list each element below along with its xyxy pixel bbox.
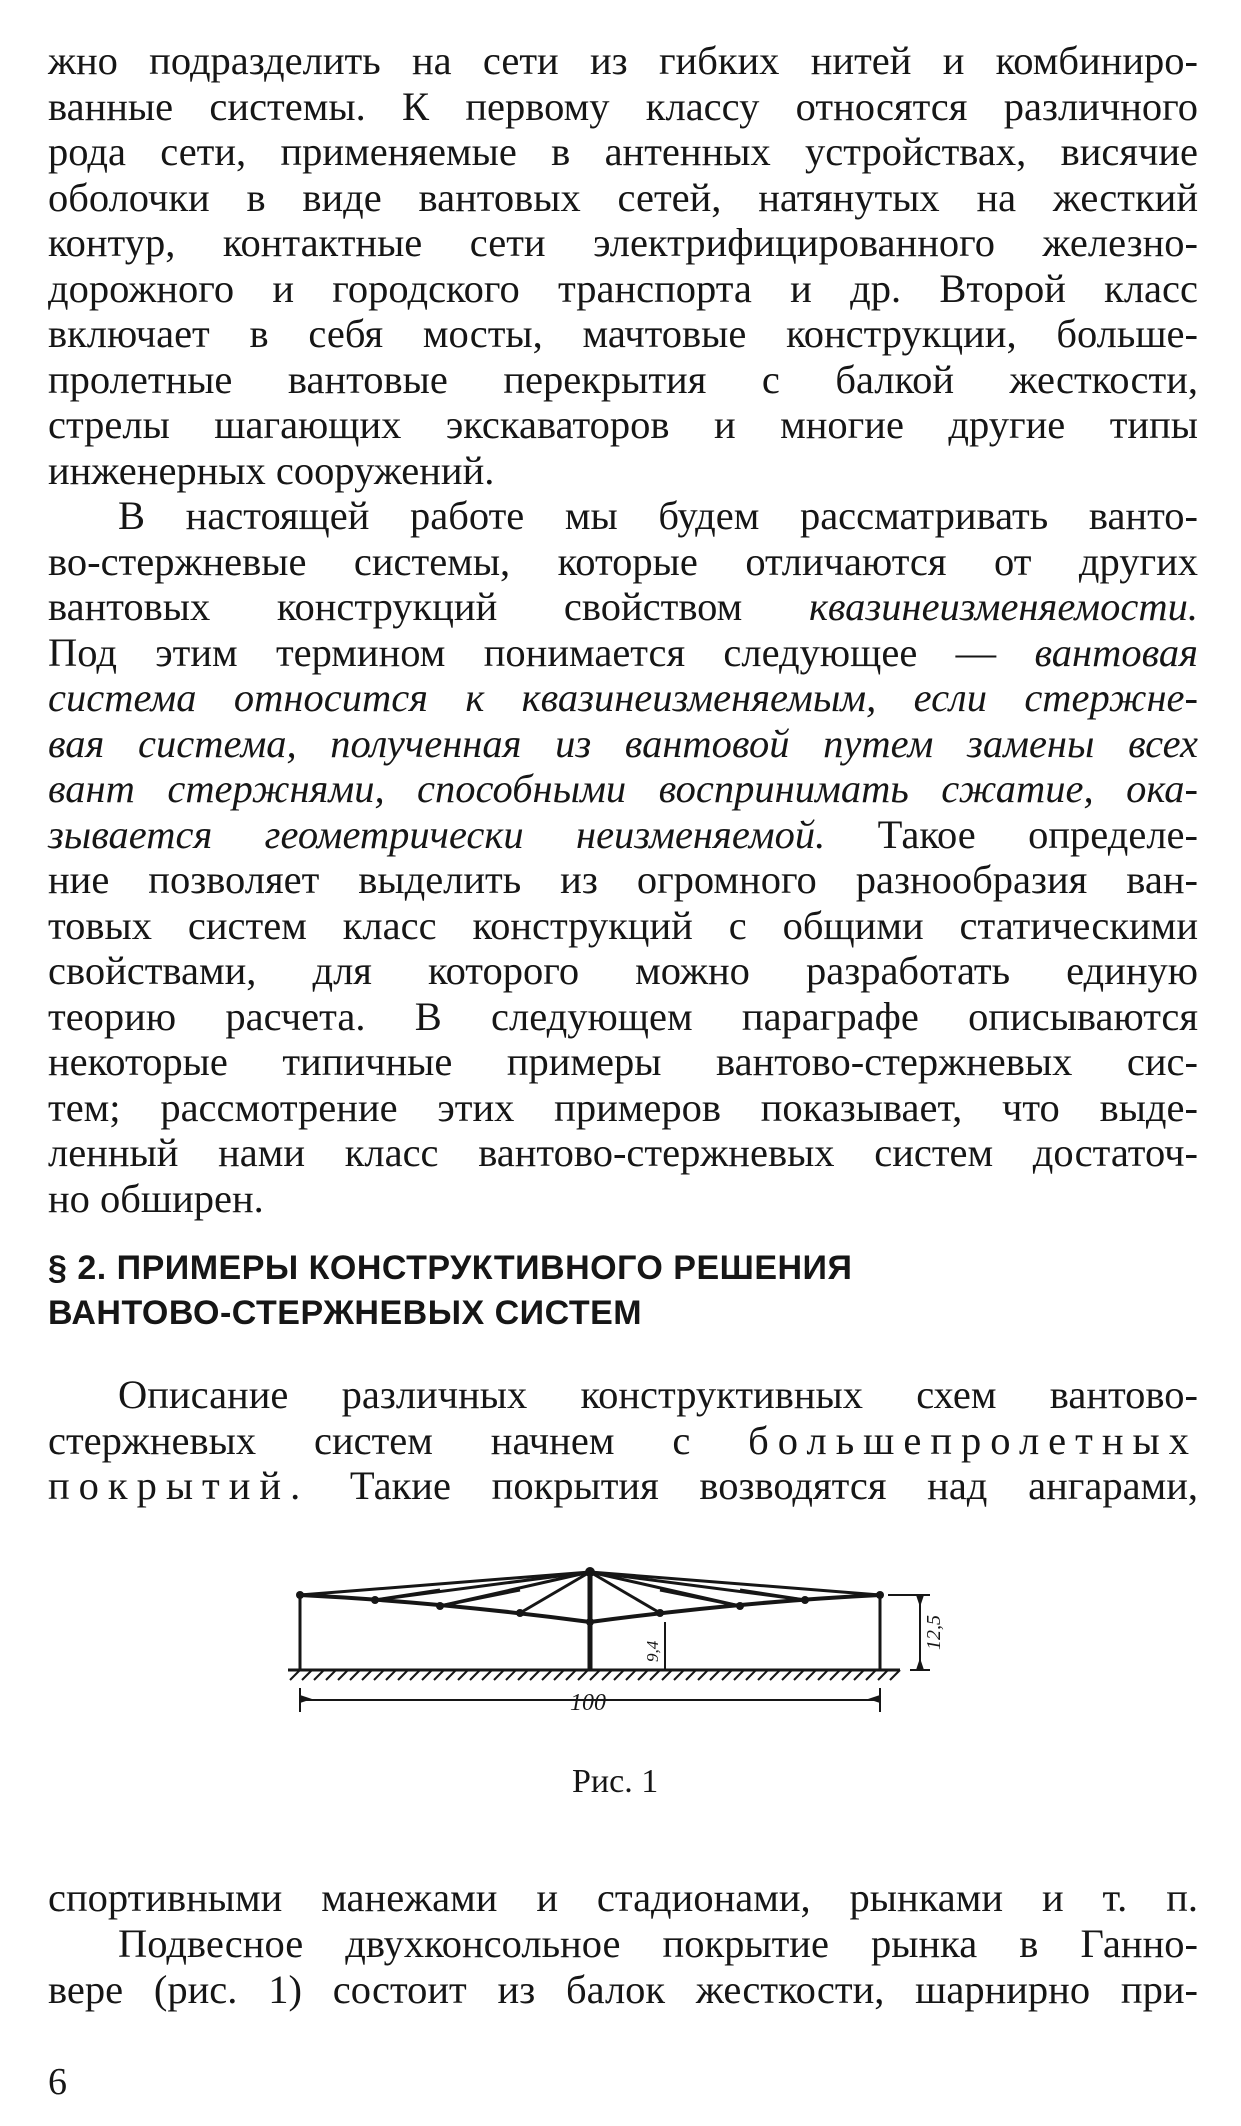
joint <box>436 1602 444 1610</box>
paragraph-5 <box>48 1921 1198 2012</box>
text-run: вантовых конструкций свойством <box>48 584 809 629</box>
text-line <box>48 1463 1198 1509</box>
text-line: во-стержневые системы, которые отличаются от других <box>48 538 1198 584</box>
arrow-head <box>300 1695 312 1703</box>
spaced-term: покрытий. <box>48 1463 310 1508</box>
text-line: Подвесное двухконсольное покрытие рынка в Ганно- <box>118 1921 1198 1966</box>
text-line <box>48 721 1198 767</box>
text-line: некоторые типичные примеры вантово-стержневых сис- <box>48 1039 1198 1084</box>
text-line: жно подразделить на сети из гибких нитей и комбиниро- <box>48 38 1198 83</box>
text-line: стрелы шагающих экскаваторов и многие другие типы <box>48 402 1198 447</box>
paragraph-1 <box>48 38 1198 493</box>
section-heading-line: § 2. ПРИМЕРЫ КОНСТРУКТИВНОГО РЕШЕНИЯ <box>48 1249 853 1287</box>
text-run: стержневых систем начнем с <box>48 1417 749 1463</box>
arrow-head <box>916 1658 924 1670</box>
text-line: Описание различных конструктивных схем вантово- <box>118 1372 1198 1417</box>
joint <box>516 1609 524 1617</box>
joint <box>586 1618 594 1626</box>
text-run: Такое определе- <box>825 811 1198 857</box>
text-line <box>48 812 1198 858</box>
spaced-term: большепролетных <box>748 1417 1198 1463</box>
text-line <box>48 675 1198 721</box>
figure-structure-diagram <box>280 1550 960 1730</box>
text-line: свойствами, для которого можно разработать единую <box>48 948 1198 993</box>
text-line: рода сети, применяемые в антенных устройствах, висячие <box>48 129 1198 174</box>
joint <box>296 1591 304 1599</box>
text-run: Такие покрытия возводятся над ангарами, <box>309 1463 1198 1508</box>
paragraph-3 <box>48 1372 1198 1509</box>
text-line: ленный нами класс вантово-стержневых систем достаточ- <box>48 1130 1198 1175</box>
text-line: но обширен. <box>48 1175 264 1221</box>
arrow-head <box>916 1595 924 1607</box>
span-dimension-label: 100 <box>570 1690 606 1716</box>
arrow-head <box>868 1695 880 1703</box>
section-heading-line: ВАНТОВО-СТЕРЖНЕВЫХ СИСТЕМ <box>48 1294 643 1332</box>
joint <box>801 1596 809 1604</box>
joint <box>656 1609 664 1617</box>
height-dimension-label: 12,5 <box>923 1615 945 1650</box>
text-line: тем; рассмотрение этих примеров показывает, что выде- <box>48 1084 1198 1130</box>
strut <box>440 1590 520 1606</box>
paragraph-2 <box>48 493 1198 1221</box>
text-line <box>48 1418 1198 1464</box>
figure-caption: Рис. 1 <box>572 1763 659 1800</box>
text-line: вере (рис. 1) состоит из балок жесткости, шарнирно при- <box>48 1966 1198 2012</box>
page-number: 6 <box>48 2061 67 2103</box>
text-line: товых систем класс конструкций с общими статическими <box>48 902 1198 948</box>
strut <box>660 1590 740 1606</box>
text-line: ние позволяет выделить из огромного разнообразия ван- <box>48 857 1198 902</box>
text-line: спортивными манежами и стадионами, рынками и т. п. <box>48 1875 1198 1920</box>
text-line: оболочки в виде вантовых сетей, натянутых на жесткий <box>48 174 1198 220</box>
strut <box>740 1590 805 1600</box>
italic-run: зывается геометрически неизменяемой. <box>48 811 826 857</box>
text-line: контур, контактные сети электрифицированного железно- <box>48 220 1198 265</box>
section-heading <box>48 1246 1148 1336</box>
text-line: включает в себя мосты, мачтовые конструкции, больше- <box>48 311 1198 356</box>
text-line: инженерных сооружений. <box>48 447 495 493</box>
text-line: теорию расчета. В следующем параграфе описываются <box>48 993 1198 1039</box>
italic-run: вая система, полученная из вантовой путем замены всех <box>48 720 1198 766</box>
joint <box>736 1602 744 1610</box>
text-line: ванные системы. К первому классу относятся различного <box>48 83 1198 129</box>
italic-term: квазинеизменяемости. <box>808 584 1198 629</box>
joint <box>876 1591 884 1599</box>
text-run: Под этим термином понимается следующее — <box>48 629 1035 675</box>
inner-dimension-label: 9,4 <box>643 1640 662 1662</box>
italic-run: система относится к квазинеизменяемым, если стержне- <box>48 675 1198 720</box>
strut <box>375 1590 440 1600</box>
italic-run: вантовая <box>1034 629 1198 675</box>
text-line <box>48 766 1198 812</box>
joint <box>371 1596 379 1604</box>
text-line: пролетные вантовые перекрытия с балкой жесткости, <box>48 356 1198 402</box>
joint <box>585 1567 595 1577</box>
text-line: В настоящей работе мы будем рассматривать ванто- <box>118 493 1198 538</box>
paragraph-4 <box>48 1875 1198 1921</box>
text-line <box>48 630 1198 676</box>
text-line <box>48 584 1198 630</box>
text-line: дорожного и городского транспорта и др. Второй класс <box>48 265 1198 311</box>
italic-run: вант стержнями, способными воспринимать сжатие, ока- <box>48 766 1198 811</box>
